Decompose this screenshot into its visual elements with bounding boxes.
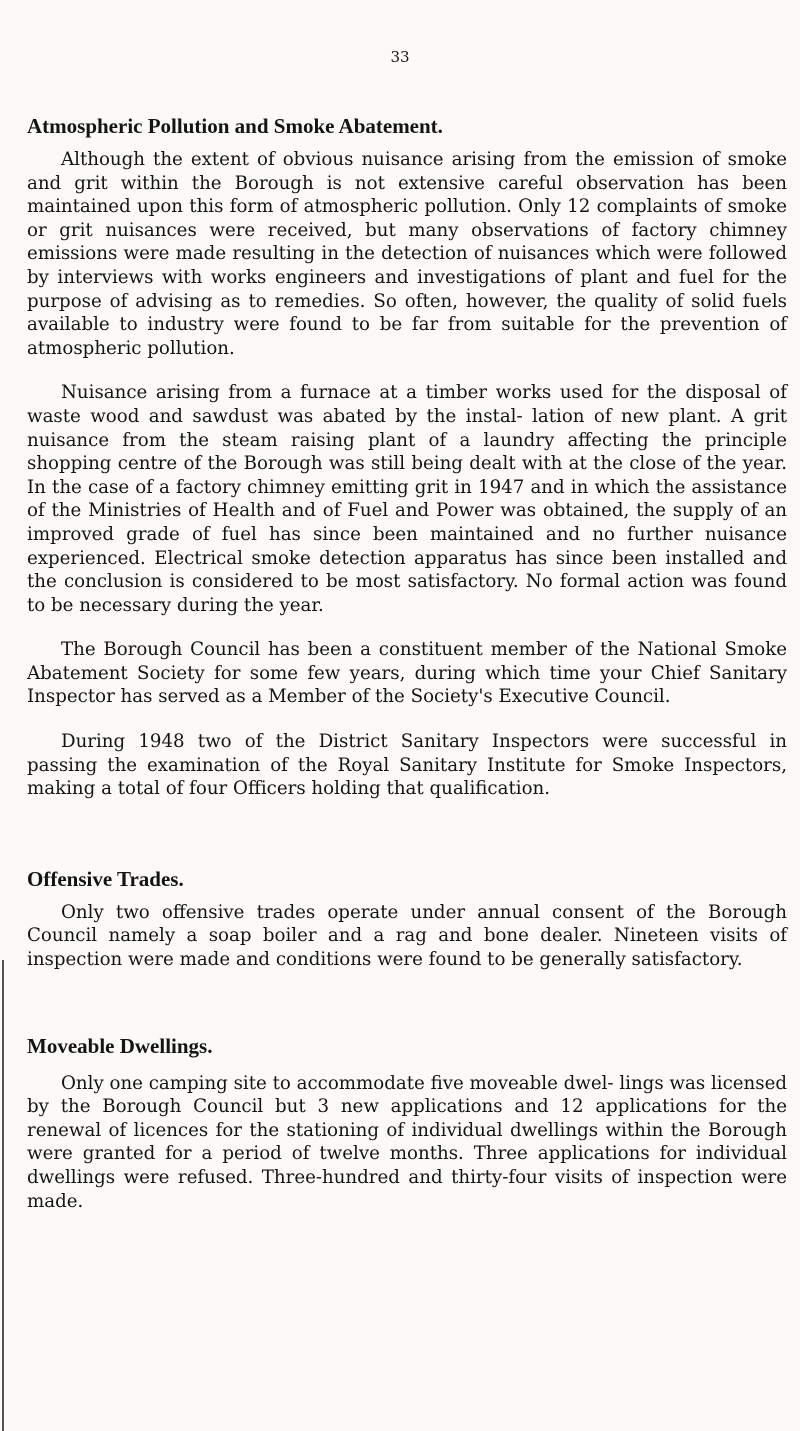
paragraph: Only two offensive trades operate under annual consent of the Borough Council namely a soap boiler and a rag and bone dealer. Nineteen visits of inspection were made and conditions were found to be generally satisfactory. (27, 901, 787, 971)
paragraph: Although the extent of obvious nuisance arising from the emission of smoke and grit within the Borough is not extensive careful observation has been maintained upon this form of atmospheric pollution. Only 12 complaints of smoke or grit nuisances were received, but many observations of factory chimney emissions were made resulting in the detection of nuisances which were followed by interviews with works engineers and investigations of plant and fuel for the purpose of advising as to remedies. So often, however, the quality of solid fuels available to industry were found to be far from suitable for the prevention of atmospheric pollution. (27, 149, 787, 359)
section-heading: Atmospheric Pollution and Smoke Abatement. (27, 114, 443, 138)
scan-edge-line (2, 960, 4, 1431)
page-content (27, 112, 787, 1213)
paragraph: The Borough Council has been a constituent member of the National Smoke Abatement Society for some few years, during which time your Chief Sanitary Inspector has served as a Member of the Society's Executive Council. (27, 639, 787, 708)
paragraph: During 1948 two of the District Sanitary Inspectors were successful in passing the examination of the Royal Sanitary Institute for Smoke Inspectors, making a total of four Officers holding that qualification. (27, 731, 787, 800)
section-heading: Moveable Dwellings. (27, 1033, 213, 1058)
section-moveable-dwellings (27, 1032, 787, 1214)
paragraph: Nuisance arising from a furnace at a timber works used for the disposal of waste wood and sawdust was abated by the instal- lation of new plant. A grit nuisance from the steam raising plant of a laundry affecting the principle shopping centre of the Borough was still being dealt with at the close of the year. In the case of a factory chimney emitting grit in 1947 and in which the assistance of the Ministries of Health and of Fuel and Power was obtained, the supply of an improved grade of fuel has since been maintained and no further nuisance experienced. Electrical smoke detection apparatus has since been installed and the conclusion is considered to be most satisfactory. No formal action was found to be necessary during the year. (27, 382, 787, 616)
page-number: 33 (390, 48, 410, 66)
section-heading: Offensive Trades. (27, 866, 184, 891)
paragraph: Only one camping site to accommodate five moveable dwel- lings was licensed by the Borough Council but 3 new applications and 12 applications for the renewal of licences for the stationing of individual dwellings within the Borough were granted for a period of twelve months. Three applications for individual dwellings were refused. Three-hundred and thirty-four visits of inspection were made. (27, 1072, 787, 1212)
section-offensive-trades (27, 865, 787, 972)
section-atmospheric-pollution (27, 112, 787, 801)
